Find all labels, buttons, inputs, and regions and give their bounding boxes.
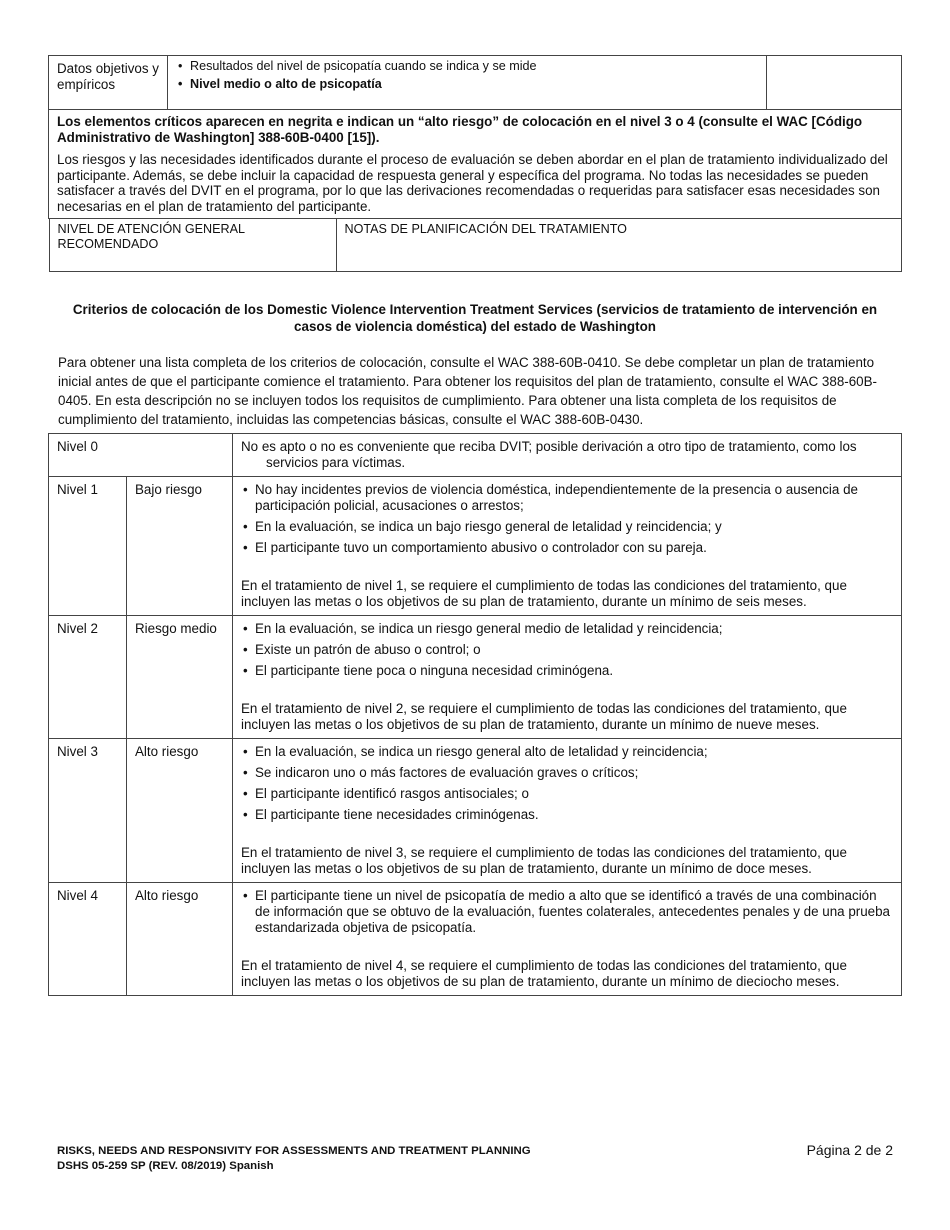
objective-data-bullets (168, 56, 767, 110)
list-item: • Nivel medio o alto de psicopatía (176, 77, 758, 92)
table-row (49, 616, 902, 739)
treatment-notes-field[interactable]: NOTAS DE PLANIFICACIÓN DEL TRATAMIENTO (336, 219, 901, 272)
list-item: • No hay incidentes previos de violencia doméstica, independientemente de la presencia o ausencia de participación policial, acusaciones o arrestos; (241, 482, 893, 514)
list-item: • El participante tiene un nivel de psicopatía de medio a alto que se identificó a través de una combinación de información que se obtuvo de la evaluación, fuentes colaterales, antecedentes penales y de una prueba estandarizada objetiva de psicopatía. (241, 888, 893, 936)
form-number: DSHS 05-259 SP (REV. 08/2019) Spanish (57, 1159, 274, 1172)
table-row (49, 434, 902, 477)
table-row (49, 883, 902, 996)
table-row (49, 739, 902, 883)
level-description (233, 477, 902, 616)
risk-cell: Riesgo medio (127, 616, 233, 739)
list-item: • Se indicaron uno o más factores de evaluación graves o críticos; (241, 765, 893, 781)
level-description (233, 883, 902, 996)
list-item: • Existe un patrón de abuso o control; o (241, 642, 893, 658)
level-requirement: En el tratamiento de nivel 4, se requiere el cumplimiento de todas las condiciones del tratamiento, que incluyen las metas o los objetivos de su plan de tratamiento, durante un mínimo de dieciocho meses. (241, 958, 847, 989)
table-row (49, 477, 902, 616)
level-cell: Nivel 2 (49, 616, 127, 739)
critical-body: Los riesgos y las necesidades identificados durante el proceso de evaluación se deben abordar en el plan de tratamiento individualizado del participante. Además, se debe incluir la capacidad de respuesta general y específica del programa. No todas las necesidades se pueden satisfacer a través del DVIT en el programa, por lo que las derivaciones recomendadas o requeridas para satisfacer esas necesidades son necesarias en el plan de tratamiento del participante. (57, 152, 888, 214)
summary-table (49, 219, 902, 272)
placement-levels-table (48, 433, 902, 996)
form-footer (57, 1144, 531, 1173)
level-description (233, 434, 902, 477)
level-0-description: No es apto o no es conveniente que reciba DVIT; posible derivación a otro tipo de tratamiento, como los servicios para víctimas. (241, 439, 857, 470)
level-requirement: En el tratamiento de nivel 1, se requiere el cumplimiento de todas las condiciones del tratamiento, que incluyen las metas o los objetivos de su plan de tratamiento, durante un mínimo de seis meses. (241, 578, 847, 609)
critical-section (49, 110, 902, 219)
level-cell: Nivel 1 (49, 477, 127, 616)
level-requirement: En el tratamiento de nivel 2, se requiere el cumplimiento de todas las condiciones del tratamiento, que incluyen las metas o los objetivos de su plan de tratamiento, durante un mínimo de nueve meses. (241, 701, 847, 732)
level-requirement: En el tratamiento de nivel 3, se requiere el cumplimiento de todas las condiciones del tratamiento, que incluyen las metas o los objetivos de su plan de tratamiento, durante un mínimo de doce meses. (241, 845, 847, 876)
criteria-title: Criterios de colocación de los Domestic Violence Intervention Treatment Services (servicios de tratamiento de intervención en casos de violencia doméstica) del estado de Washington (72, 302, 878, 334)
assessment-table (48, 55, 902, 272)
list-item: • En la evaluación, se indica un riesgo general medio de letalidad y reincidencia; (241, 621, 893, 637)
list-item: • El participante identificó rasgos antisociales; o (241, 786, 893, 802)
critical-note: Los elementos críticos aparecen en negrita e indican un “alto riesgo” de colocación en el nivel 3 o 4 (consulte el WAC [Código Administrativo de Washington] 388-60B-0400 [15]). (57, 114, 863, 145)
level-description (233, 739, 902, 883)
objective-data-label: Datos objetivos y empíricos (49, 56, 168, 110)
list-item: • El participante tuvo un comportamiento abusivo o controlador con su pareja. (241, 540, 893, 556)
level-cell: Nivel 4 (49, 883, 127, 996)
criteria-intro: Para obtener una lista completa de los criterios de colocación, consulte el WAC 388-60B-0410. Se debe completar un plan de tratamiento inicial antes de que el participante comience el tratamiento. Para obtener los requisitos del plan de tratamiento, consulte el WAC 388-60B-0405. En esta descripción no se incluyen todos los requisitos de cumplimiento. Para obtener una lista completa de los requisitos de cumplimiento del tratamiento, incluidas las competencias básicas, consulte el WAC 388-60B-0430. (58, 355, 878, 427)
list-item: • Resultados del nivel de psicopatía cuando se indica y se mide (176, 59, 758, 74)
list-item: • En la evaluación, se indica un bajo riesgo general de letalidad y reincidencia; y (241, 519, 893, 535)
form-title: RISKS, NEEDS AND RESPONSIVITY FOR ASSESSMENTS AND TREATMENT PLANNING (57, 1145, 531, 1157)
level-cell: Nivel 3 (49, 739, 127, 883)
summary-row (49, 219, 902, 273)
page-number: Página 2 de 2 (806, 1142, 893, 1158)
list-item: • El participante tiene necesidades criminógenas. (241, 807, 893, 823)
notes-cell[interactable] (767, 56, 902, 110)
list-item: • En la evaluación, se indica un riesgo general alto de letalidad y reincidencia; (241, 744, 893, 760)
risk-cell: Alto riesgo (127, 739, 233, 883)
care-level-field[interactable]: NIVEL DE ATENCIÓN GENERAL RECOMENDADO (49, 219, 336, 272)
level-cell: Nivel 0 (49, 434, 233, 477)
level-description (233, 616, 902, 739)
risk-cell: Bajo riesgo (127, 477, 233, 616)
list-item: • El participante tiene poca o ninguna necesidad criminógena. (241, 663, 893, 679)
risk-cell: Alto riesgo (127, 883, 233, 996)
